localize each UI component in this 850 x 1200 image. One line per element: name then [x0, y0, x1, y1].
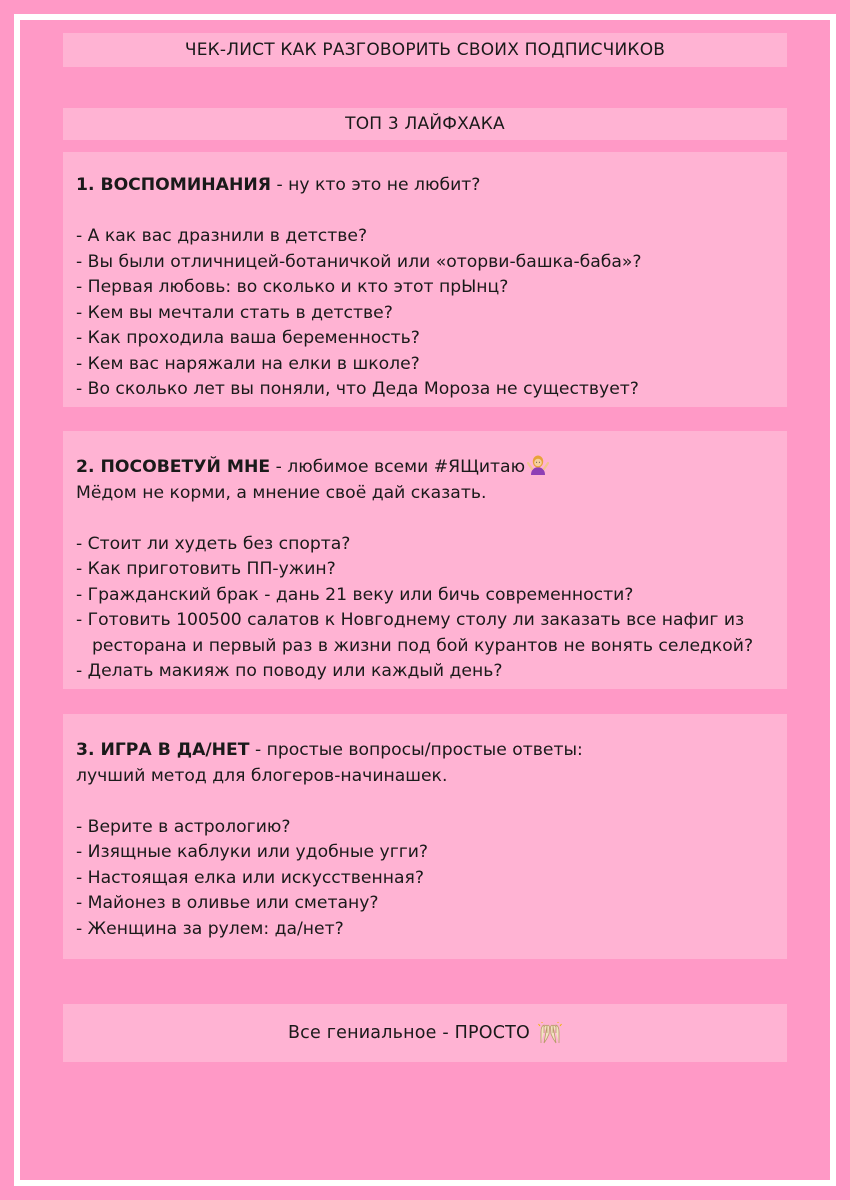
raising-hands-icon	[538, 1022, 562, 1044]
section-yes-no-game	[63, 714, 787, 959]
list-item: - Кем вы мечтали стать в детстве?	[76, 302, 393, 323]
list-item: - Кем вас наряжали на елки в школе?	[76, 353, 420, 374]
list-item: - Вы были отличницей-ботаничкой или «оторви-башка-баба»?	[76, 251, 642, 272]
footer-text: Все гениальное - ПРОСТО	[287, 1023, 531, 1043]
section-intro: Мёдом не корми, а мнение своё дай сказать.	[76, 482, 487, 503]
page-title-text: ЧЕК-ЛИСТ КАК РАЗГОВОРИТЬ СВОИХ ПОДПИСЧИКОВ	[184, 40, 666, 60]
section-heading-line	[76, 173, 787, 199]
section-tagline: - ну кто это не любит?	[270, 175, 481, 195]
page-title	[63, 33, 787, 67]
section-heading: 1. ВОСПОМИНАНИЯ	[76, 175, 271, 195]
section-tagline: - простые вопросы/простые ответы:	[249, 740, 583, 760]
list-item: - Стоит ли худеть без спорта?	[76, 533, 351, 554]
section-intro: лучший метод для блогеров-начинашек.	[76, 765, 448, 786]
footer-banner	[63, 1004, 787, 1062]
section-heading: 2. ПОСОВЕТУЙ МНЕ	[76, 457, 271, 477]
list-item: - Майонез в оливье или сметану?	[76, 893, 379, 913]
list-item: - Как приготовить ПП-ужин?	[76, 559, 336, 579]
section-heading: 3. ИГРА В ДА/НЕТ	[76, 740, 250, 760]
section-memories	[63, 152, 787, 407]
list-item: - Во сколько лет вы поняли, что Деда Мороза не существует?	[76, 379, 639, 399]
section-heading-line	[76, 738, 787, 764]
subtitle-bar	[63, 108, 787, 140]
list-item-continuation: ресторана и первый раз в жизни под бой курантов не вонять селедкой?	[92, 635, 754, 656]
list-item: - Как проходила ваша беременность?	[76, 328, 420, 348]
list-item: - Верите в астрологию?	[76, 816, 291, 837]
section-heading-line	[76, 454, 787, 481]
list-item: - Готовить 100500 салатов к Новгоднему столу ли заказать все нафиг из	[76, 610, 745, 630]
section-advise-me	[63, 431, 787, 689]
list-item: - Первая любовь: во сколько и кто этот прЫнц?	[76, 277, 509, 297]
list-item: - Гражданский брак - дань 21 веку или бичь современности?	[76, 584, 634, 605]
list-item: - Делать макияж по поводу или каждый день?	[76, 661, 503, 681]
woman-shrugging-icon	[527, 454, 549, 476]
list-item: - Настоящая елка или искусственная?	[76, 867, 424, 888]
list-item: - Женщина за рулем: да/нет?	[76, 918, 344, 939]
subtitle-text: ТОП 3 ЛАЙФХАКА	[345, 114, 505, 134]
list-item: - А как вас дразнили в детстве?	[76, 226, 368, 246]
section-tagline: - любимое всеми #ЯЩитаю	[270, 457, 526, 477]
list-item: - Изящные каблуки или удобные угги?	[76, 842, 429, 862]
